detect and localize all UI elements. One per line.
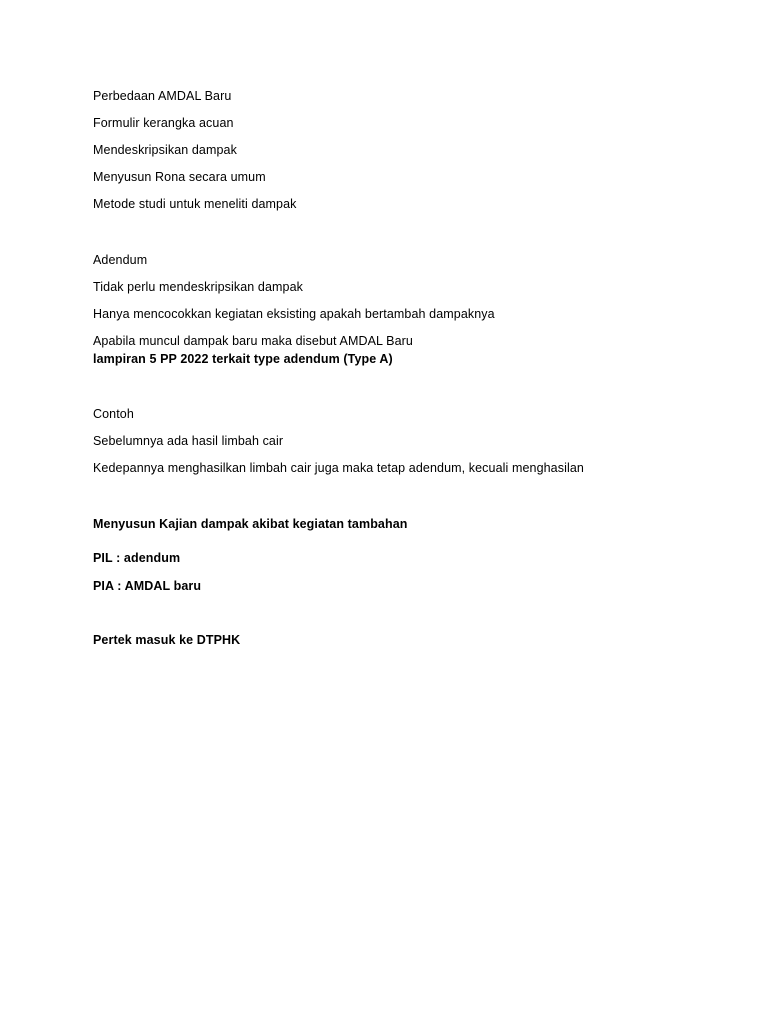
section-heading-contoh: Contoh (93, 407, 134, 421)
list-item: Metode studi untuk meneliti dampak (93, 197, 297, 211)
section-heading-perbedaan: Perbedaan AMDAL Baru (93, 89, 232, 103)
list-item: Kedepannya menghasilkan limbah cair juga maka tetap adendum, kecuali menghasilan (93, 461, 584, 475)
list-item: Formulir kerangka acuan (93, 116, 234, 130)
section-heading-adendum: Adendum (93, 253, 148, 267)
list-item: Menyusun Rona secara umum (93, 170, 266, 184)
list-item: Sebelumnya ada hasil limbah cair (93, 434, 284, 448)
regulation-note: lampiran 5 PP 2022 terkait type adendum (Type A) (93, 352, 393, 366)
footer-note: Pertek masuk ke DTPHK (93, 633, 241, 647)
list-item: PIL : adendum (93, 551, 181, 565)
list-item: PIA : AMDAL baru (93, 579, 202, 593)
list-item: Tidak perlu mendeskripsikan dampak (93, 280, 303, 294)
list-item: Mendeskripsikan dampak (93, 143, 237, 157)
list-item: Hanya mencocokkan kegiatan eksisting apakah bertambah dampaknya (93, 307, 495, 321)
section-heading-kajian: Menyusun Kajian dampak akibat kegiatan tambahan (93, 517, 408, 531)
list-item: Apabila muncul dampak baru maka disebut AMDAL Baru (93, 334, 413, 348)
